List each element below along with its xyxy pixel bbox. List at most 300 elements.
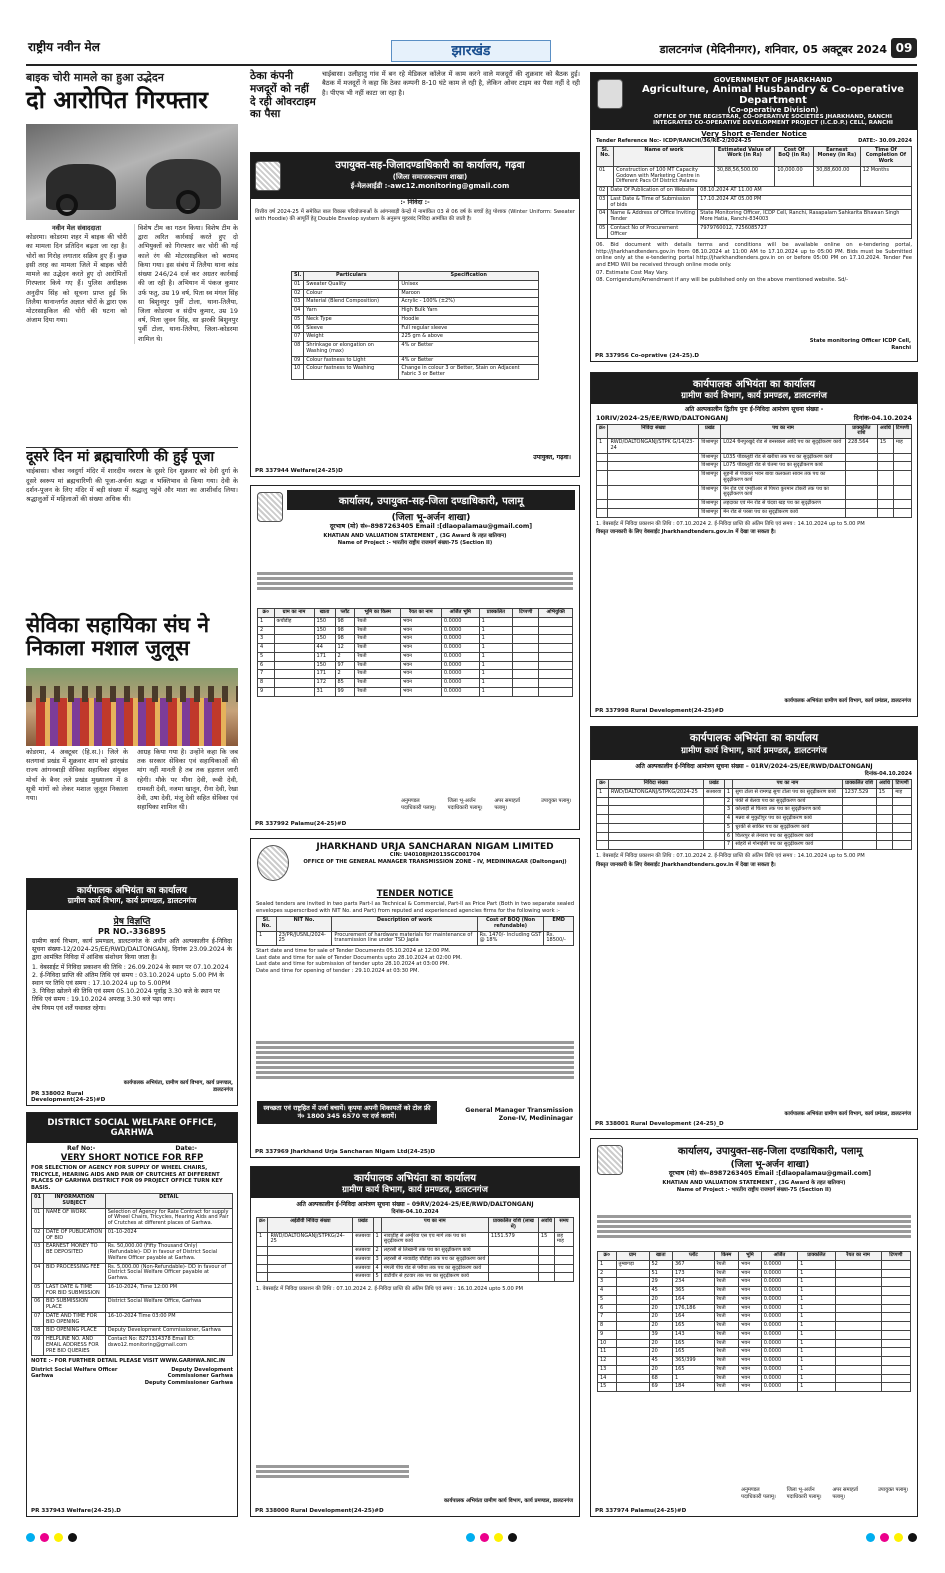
table-cell: विश्रामपुर bbox=[699, 471, 721, 486]
table-cell: कचौडीह bbox=[274, 617, 314, 626]
table-cell: EARNEST MONEY TO BE DEPOSITED bbox=[43, 1243, 105, 1263]
col-header: Cost Of BoQ (in Rs) bbox=[775, 146, 814, 166]
table-cell bbox=[608, 815, 703, 824]
ad-garhwa-uniform bbox=[250, 152, 580, 477]
table-cell bbox=[608, 462, 699, 471]
table-cell: सतबरवा bbox=[353, 1247, 373, 1256]
table-cell: 7 bbox=[724, 841, 732, 850]
col-header: 01 bbox=[32, 1194, 44, 1209]
ad-gov-estimate: 07. Estimate Cost May Vary. bbox=[596, 270, 669, 277]
table-cell bbox=[877, 462, 893, 471]
table-cell: 0.0000 bbox=[761, 1365, 797, 1374]
cyan-mark-icon bbox=[26, 1533, 35, 1542]
table-row bbox=[597, 788, 912, 797]
table-cell bbox=[268, 1247, 353, 1256]
jusnl-logo-icon bbox=[257, 845, 289, 881]
table-cell: District Social Welfare Office, Garhwa bbox=[105, 1298, 232, 1313]
table-row bbox=[597, 823, 912, 832]
ad-gov-project: INTEGRATED CO-OPERATIVE DEVELOPMENT PROJECT (I.C.D.P.) CELL, RANCHI bbox=[653, 120, 893, 126]
table-cell bbox=[597, 508, 608, 517]
table-row bbox=[598, 1339, 911, 1348]
table-cell bbox=[616, 1295, 649, 1304]
table-cell: रैयती bbox=[714, 1339, 738, 1348]
magenta-mark-icon bbox=[40, 1533, 49, 1542]
table-cell: 1 bbox=[798, 1365, 836, 1374]
ad-rwd3-date: दिनांक-04.10.2024 bbox=[391, 1208, 439, 1215]
table-cell: 0.0000 bbox=[761, 1357, 797, 1366]
table-row bbox=[598, 1374, 911, 1383]
ad-jusnl-terms-lines bbox=[256, 1039, 574, 1081]
table-cell: 97 bbox=[335, 661, 355, 670]
table-cell: रैयती bbox=[714, 1322, 738, 1331]
ad-palamu2-signatures bbox=[741, 1487, 913, 1500]
ad-garhwa-signature: उपायुक्त, गढ़वा। bbox=[533, 453, 571, 461]
table-cell: 1237.529 bbox=[842, 788, 876, 797]
table-cell: 365 bbox=[672, 1287, 714, 1296]
table-cell bbox=[274, 635, 314, 644]
table-cell bbox=[835, 1339, 881, 1348]
table-row bbox=[597, 195, 912, 210]
yellow-mark-icon bbox=[894, 1533, 903, 1542]
table-cell bbox=[597, 823, 609, 832]
table-cell bbox=[539, 679, 573, 688]
table-cell: Sweater Quality bbox=[304, 280, 399, 289]
sign-sdo: अनुमण्डल पदाधिकारी पलामू। bbox=[401, 798, 436, 811]
table-cell: 15 bbox=[598, 1383, 617, 1392]
table-cell: 0.0000 bbox=[761, 1330, 797, 1339]
table-row bbox=[32, 1336, 233, 1356]
ad-palamu2-contact: दूरभाष (मो) सं०-8987263405 Email :[dlaopalamau@gmail.com] bbox=[668, 1170, 872, 1177]
table-cell bbox=[608, 806, 703, 815]
col-header: क्र० bbox=[597, 780, 609, 789]
ad-gov-line1: GOVERNMENT OF JHARKHAND bbox=[713, 76, 833, 84]
table-row bbox=[598, 1260, 911, 1269]
table-cell: 165 bbox=[672, 1339, 714, 1348]
table-cell: Maroon bbox=[399, 289, 539, 298]
ad-rwd4-pr: PR 338001 Rural Development (24-25)_D bbox=[595, 1121, 724, 1127]
table-cell: 234 bbox=[672, 1278, 714, 1287]
sign-adc: अपर समाहर्ता पलामू। bbox=[832, 1487, 859, 1500]
table-cell: 176,186 bbox=[672, 1304, 714, 1313]
table-cell: रैयती bbox=[355, 687, 400, 696]
table-cell: High Bulk Yarn bbox=[399, 307, 539, 316]
ad-dswo-intro: FOR SELECTION OF AGENCY FOR SUPPLY OF WHEEL CHAIRS, TRICYCLE, HEARING AIDS AND PAIR OF CRUTCHES AT DIFFERENT PLACES OF GARHWA DISTRICT FOR 09 PROJECT OFFICE TURN KEY BASIS. bbox=[31, 1165, 223, 1191]
table-cell: 1 bbox=[479, 670, 513, 679]
table-cell bbox=[513, 670, 539, 679]
table-row bbox=[292, 315, 539, 324]
table-row bbox=[292, 324, 539, 333]
table-cell: रैयती bbox=[714, 1330, 738, 1339]
ad-palamu1-table bbox=[257, 608, 573, 697]
table-cell: 44 bbox=[314, 644, 335, 653]
table-cell: 08 bbox=[32, 1327, 44, 1336]
ad-rwd3-title: कार्यपालक अभियंता का कार्यालय bbox=[353, 1173, 477, 1184]
table-cell bbox=[539, 670, 573, 679]
table-cell: 1 bbox=[798, 1330, 836, 1339]
table-cell: 03 bbox=[292, 298, 304, 307]
ad-rwd4-footer: 1. वेबसाईट में निविदा प्रकाशन की तिथि : 07.10.2024 2. ई-निविदा प्राप्ति की अंतिम तिथि एवं समय : 14.10.2024 up to 5.00 PM bbox=[596, 853, 865, 859]
table-cell: भवन bbox=[400, 679, 441, 688]
col-header: ग्राम का नाम bbox=[274, 609, 314, 618]
table-row bbox=[32, 1298, 233, 1313]
table-cell bbox=[881, 1269, 910, 1278]
col-header: रैयत का नाम bbox=[400, 609, 441, 618]
table-cell: नावाडीह से अमरिया एस एच मार्ग तक पथ का सुदृढ़ीकरण कार्य bbox=[381, 1232, 488, 1247]
table-cell: रैयती bbox=[714, 1374, 738, 1383]
table-cell: 1 bbox=[798, 1287, 836, 1296]
table-cell bbox=[893, 832, 912, 841]
table-cell bbox=[877, 485, 893, 500]
table-cell bbox=[842, 806, 876, 815]
table-cell: 12 bbox=[598, 1357, 617, 1366]
table-cell bbox=[616, 1313, 649, 1322]
table-cell: Unisex bbox=[399, 280, 539, 289]
table-cell bbox=[893, 462, 911, 471]
table-cell bbox=[845, 500, 877, 509]
sign-dswo: District Social Welfare Officer Garhwa bbox=[31, 1366, 118, 1380]
ad-dswo-footnote: NOTE :- FOR FURTHER DETAIL PLEASE VISIT WWW.GARHWA.NIC.IN bbox=[31, 1358, 226, 1365]
col-header: भूमि का किस्म bbox=[355, 609, 400, 618]
table-cell: 1 bbox=[257, 931, 277, 946]
ad-dswo-heading: VERY SHORT NOTICE FOR RFP bbox=[60, 1153, 204, 1164]
ad-rwd2-pr: PR 337998 Rural Development(24-25)#D bbox=[595, 708, 724, 714]
table-cell bbox=[538, 1264, 554, 1273]
story1-byline: नवीन मेल संवाददाता bbox=[52, 224, 101, 232]
table-cell: 0.0000 bbox=[761, 1374, 797, 1383]
table-cell: 0.0000 bbox=[441, 661, 479, 670]
table-cell bbox=[616, 1287, 649, 1296]
table-cell: 143 bbox=[672, 1330, 714, 1339]
table-cell: 6 bbox=[258, 661, 275, 670]
table-cell: 15 bbox=[877, 439, 893, 454]
table-row bbox=[597, 806, 912, 815]
ad-rwd4-header bbox=[591, 727, 917, 760]
table-cell bbox=[274, 652, 314, 661]
table-row bbox=[258, 617, 573, 626]
table-cell: 98 bbox=[335, 626, 355, 635]
table-cell: 225 gm & above bbox=[399, 333, 539, 342]
table-cell: भवन bbox=[738, 1374, 761, 1383]
table-row bbox=[597, 485, 912, 500]
table-cell bbox=[608, 823, 703, 832]
table-cell bbox=[877, 471, 893, 486]
table-cell bbox=[881, 1304, 910, 1313]
table-cell: Contact No of Procurement Officer bbox=[608, 224, 698, 239]
table-cell: 98 bbox=[335, 635, 355, 644]
table-row bbox=[292, 365, 539, 380]
list-item: Date and time for opening of tender : 29.10.2024 at 03:30 PM. bbox=[256, 967, 420, 974]
table-cell bbox=[876, 841, 893, 850]
table-cell bbox=[881, 1322, 910, 1331]
table-row bbox=[598, 1348, 911, 1357]
table-cell: 1 bbox=[479, 644, 513, 653]
ad-jusnl-sign: General Manager Transmission Zone-IV, Medininagar bbox=[465, 1107, 573, 1123]
ad-rwd3-footer: 1. वेबसाईट में निविदा प्रकाशन की तिथि : 07.10.2024 2. ई-निविदा प्राप्ति की अंतिम तिथि एवं समय : 16.10.2024 upto 5.00 PM bbox=[256, 1286, 524, 1292]
table-cell bbox=[877, 453, 893, 462]
table-cell: भवन bbox=[400, 652, 441, 661]
table-cell bbox=[876, 832, 893, 841]
table-cell: भवन bbox=[400, 635, 441, 644]
col-header: Estimated Value of Work (in Rs) bbox=[714, 146, 774, 166]
ad-palamu1-title: कार्यालय, उपायुक्त-सह-जिला दण्डाधिकारी, पलामू bbox=[287, 490, 575, 510]
ad-rwd4-notice: अति अल्पकालीन ई-निविदा आमंत्रण सूचना संख्या – 01RV/2024-25/EE/RWD/DALTONGANJ bbox=[635, 763, 873, 770]
ad-garhwa-spec-table bbox=[291, 271, 539, 380]
table-cell: 07 bbox=[32, 1312, 44, 1327]
table-cell: 1 bbox=[798, 1278, 836, 1287]
col-header: प्लॉट bbox=[672, 1252, 714, 1261]
story3-text: कोडरमा, 4 अक्टूबर (हि.स.)। जिले के सतगावां प्रखंड में शुक्रवार शाम को झारखंड राज्य आंगनबाड़ी सेविका सहायिका संयुक्त मोर्चा के बैनर तले प्रखंड मुख्यालय में 8 सूत्री मांगों को लेकर मशाल जुलूस निकाला गया। bbox=[26, 748, 128, 803]
table-cell bbox=[616, 1374, 649, 1383]
table-cell bbox=[608, 832, 703, 841]
table-cell: 1 bbox=[798, 1313, 836, 1322]
table-cell: माह bbox=[893, 439, 911, 454]
table-cell bbox=[835, 1278, 881, 1287]
table-cell bbox=[488, 1273, 538, 1282]
table-cell: Full regular sleeve bbox=[399, 324, 539, 333]
story1-photo bbox=[26, 124, 238, 220]
table-cell: सुहनी से पंचायत भवन बाया कलकला सावन तक पथ का सुदृढ़ीकरण कार्य bbox=[721, 471, 846, 486]
table-cell: भवन bbox=[738, 1269, 761, 1278]
table-cell: Procurement of hardware materials for maintenance of transmission line under TSD Japla bbox=[332, 931, 477, 946]
col-header: अवधि bbox=[538, 1218, 554, 1233]
table-cell: 173 bbox=[672, 1269, 714, 1278]
ad-rwd4-table bbox=[591, 777, 917, 852]
table-row bbox=[32, 1263, 233, 1283]
table-cell: Sleeve bbox=[304, 324, 399, 333]
table-cell: 6 bbox=[598, 1304, 617, 1313]
table-cell: 5 bbox=[598, 1295, 617, 1304]
ad-palamu-land-2 bbox=[590, 1138, 918, 1517]
ad-palamu2-title: कार्यालय, उपायुक्त-सह-जिला दण्डाधिकारी, पलामू bbox=[677, 1146, 863, 1157]
table-row bbox=[597, 815, 912, 824]
table-cell bbox=[268, 1264, 353, 1273]
table-cell bbox=[554, 1255, 573, 1264]
table-cell: विश्रामपुर bbox=[699, 439, 721, 454]
table-cell: 05 bbox=[597, 224, 608, 239]
magenta-mark-icon bbox=[480, 1533, 489, 1542]
state-emblem-icon bbox=[257, 492, 283, 522]
table-cell bbox=[539, 687, 573, 696]
col-header: क्र० bbox=[597, 424, 608, 439]
table-cell bbox=[881, 1260, 910, 1269]
ad-jusnl-body: Sealed tenders are invited in two parts Part-I as Technical & Commercial, Part-II as Price Part (Both in two separate sealed envelopes superscribed with NIT No. and Part) from reputed and experienced agencies firms for the following work :- bbox=[256, 901, 574, 914]
table-row bbox=[597, 462, 912, 471]
table-cell: 68 bbox=[649, 1374, 672, 1383]
table-cell bbox=[539, 661, 573, 670]
table-cell bbox=[835, 1295, 881, 1304]
table-cell: L075 पीडब्लूडी रोड से चेतमा पथ का सुदृढ़ीकरण कार्य bbox=[721, 462, 846, 471]
table-cell bbox=[513, 644, 539, 653]
table-cell: 2 bbox=[335, 670, 355, 679]
ad-dswo-date: Date:- bbox=[175, 1145, 197, 1152]
col-header: प्राक्कलित राशि bbox=[842, 780, 876, 789]
table-cell: 04 bbox=[32, 1263, 44, 1283]
table-cell: 7979760012, 7256085727 bbox=[698, 224, 912, 239]
table-cell: 10,000.00 bbox=[775, 166, 814, 186]
ad-palamu1-intro-lines bbox=[257, 570, 573, 592]
table-cell: 4 bbox=[724, 815, 732, 824]
sign-sdo: अनुमण्डल पदाधिकारी पलामू। bbox=[741, 1487, 776, 1500]
table-cell bbox=[835, 1260, 881, 1269]
ad-gov-corrigendum: 08. Corrigendum/Amendment if any will be published only on the above mentioned website. Sd/- bbox=[596, 276, 849, 283]
table-cell: 15 bbox=[876, 788, 893, 797]
table-cell bbox=[842, 797, 876, 806]
table-cell bbox=[835, 1357, 881, 1366]
ad-rwd3-sign: कार्यपालक अभियंता ग्रामीण कार्य विभाग, कार्य प्रमण्डल, डालटनगंज bbox=[444, 1497, 573, 1504]
ad-rwd4-sub: ग्रामीण कार्य विभाग, कार्य प्रमण्डल, डालटनगंज bbox=[681, 746, 827, 756]
table-cell: 367 bbox=[672, 1260, 714, 1269]
table-cell bbox=[268, 1273, 353, 1282]
sign-lao: जिला भू-अर्जन पदाधिकारी पलामू। bbox=[447, 798, 483, 811]
table-cell bbox=[842, 815, 876, 824]
table-cell: 08.10.2024 AT 11.00 AM bbox=[698, 187, 912, 196]
table-row bbox=[258, 670, 573, 679]
table-row bbox=[597, 166, 912, 186]
ad-rwd3-sub: ग्रामीण कार्य विभाग, कार्य प्रमण्डल, डालटनगंज bbox=[342, 1185, 488, 1195]
table-cell bbox=[881, 1313, 910, 1322]
table-cell: Deputy Development Commissioner, Garhwa bbox=[105, 1327, 232, 1336]
table-cell: 69 bbox=[649, 1383, 672, 1392]
table-cell: 1 bbox=[798, 1383, 836, 1392]
col-header: खाता bbox=[649, 1252, 672, 1261]
ad-rwd4-site: विस्तृत जानकारी के लिए वेबसाईट Jharkhandtenders.gov.in में देखा जा सकता है। bbox=[596, 861, 776, 868]
ad-rwd1-prno: PR NO.-336895 bbox=[98, 927, 166, 936]
table-cell bbox=[597, 841, 609, 850]
table-row bbox=[598, 1313, 911, 1322]
table-cell: Construction of 100 MT Capacity Godown with Marketing Centre in Different Pacs Of District Palamu bbox=[614, 166, 715, 186]
table-cell: 7 bbox=[258, 670, 275, 679]
table-cell: रैयती bbox=[355, 617, 400, 626]
table-cell: भवन bbox=[738, 1365, 761, 1374]
ad-rwd1-sign: कार्यपालक अभियंता, ग्रामीण कार्य विभाग, कार्य प्रमण्डल, डालटनगंज bbox=[123, 1080, 233, 1093]
table-cell: मंगली पीच रोड से परीया तक पथ का सुदृढ़ीकरण कार्य bbox=[381, 1264, 488, 1273]
ad-rwd2-header bbox=[591, 373, 917, 404]
table-row bbox=[598, 1304, 911, 1313]
col-header: भूमि bbox=[738, 1252, 761, 1261]
table-cell: सतबरवा bbox=[703, 788, 724, 797]
table-cell: रैयती bbox=[355, 661, 400, 670]
ad-palamu1-signatures bbox=[401, 798, 576, 811]
table-cell: सतबरवा bbox=[353, 1264, 373, 1273]
table-cell: 1 bbox=[479, 626, 513, 635]
col-header: Specification bbox=[399, 272, 539, 281]
table-cell: 1 bbox=[798, 1339, 836, 1348]
table-cell: 06 bbox=[32, 1298, 44, 1313]
table-cell bbox=[257, 1247, 268, 1256]
table-row bbox=[292, 333, 539, 342]
col-header: टिप्पणी bbox=[513, 609, 539, 618]
ad-gov-tender: Tender Reference No:- ICDP/RANCHI/36/RE-2/2024-25 bbox=[596, 138, 752, 144]
table-cell: रैयती bbox=[714, 1348, 738, 1357]
ad-jusnl-header bbox=[251, 839, 579, 889]
list-item: 1. वेबसाईट में निविदा प्रकाशन की तिथि : 26.09.2024 के स्थान पर 07.10.2024 bbox=[32, 964, 229, 972]
table-cell bbox=[893, 841, 912, 850]
table-cell: 1 bbox=[479, 617, 513, 626]
table-cell: 20 bbox=[649, 1295, 672, 1304]
story4-headline: ठेका कंपनी मजदूरों को नहीं दे रही ओवरटाइम का पैसा bbox=[250, 70, 316, 121]
table-cell: Colour fastness to Washing bbox=[304, 365, 399, 380]
ad-jusnl-office: OFFICE OF THE GENERAL MANAGER TRANSMISSION ZONE - IV, MEDININAGAR (Daltonganj) bbox=[303, 858, 567, 865]
table-cell bbox=[842, 841, 876, 850]
ad-gov-title: Agriculture, Animal Husbandry & Co-operative Department bbox=[641, 84, 905, 106]
table-cell: 3 bbox=[724, 806, 732, 815]
table-cell: 5 bbox=[724, 823, 732, 832]
table-cell: भवन bbox=[738, 1313, 761, 1322]
magenta-mark-icon bbox=[880, 1533, 889, 1542]
table-cell: 165 bbox=[672, 1365, 714, 1374]
table-cell: रैयती bbox=[355, 626, 400, 635]
ad-rwd2-sub: ग्रामीण कार्य विभाग, कार्य प्रमण्डल, डालटनगंज bbox=[681, 391, 827, 401]
table-cell: 45 bbox=[649, 1357, 672, 1366]
ad-rwd2-table bbox=[591, 422, 917, 520]
table-cell bbox=[268, 1255, 353, 1264]
table-row bbox=[597, 210, 912, 225]
story2-body: चाईबासा। चौका नवदुर्गा मंदिर में शारदीय नवरात्र के दूसरे दिन शुक्रवार को देवी दुर्गा के दूसरे स्वरूप मां ब्रह्मचारिणी की पूजा-अर्चना श्रद्धा व भक्तिभाव से किया गया। देवी के दर्शन-पूजन के लिए मंदिर में बड़ी संख्या में श्रद्धालु पहुंचे और माता का आशीर्वाद लिया। श्रद्धालुओं में महिलाओं की संख्या अधिक थी। bbox=[26, 467, 238, 504]
sign-adc: अपर समाहर्ता पलामू। bbox=[494, 798, 521, 811]
table-cell: 0.0000 bbox=[441, 687, 479, 696]
black-mark-icon bbox=[908, 1533, 917, 1542]
ad-rwd1-pr: PR 338002 Rural Development(24-25)#D bbox=[31, 1091, 106, 1103]
table-cell: 01 bbox=[32, 1208, 44, 1228]
table-cell: Colour bbox=[304, 289, 399, 298]
table-cell: 0.0000 bbox=[761, 1348, 797, 1357]
table-cell: 0.0000 bbox=[441, 644, 479, 653]
table-cell bbox=[597, 462, 608, 471]
table-cell bbox=[257, 1273, 268, 1282]
table-cell: 6 bbox=[724, 832, 732, 841]
table-cell: 16-10-2024 Time 03:00 PM bbox=[105, 1312, 232, 1327]
table-cell bbox=[513, 626, 539, 635]
table-row bbox=[598, 1330, 911, 1339]
ad-palamu2-pr: PR 337974 Palamu(24-25)#D bbox=[595, 1508, 687, 1514]
ad-palamu1-project: Name of Project :- भारतीय राष्ट्रीय राजमार्ग संख्या-75 (Section II) bbox=[337, 539, 493, 546]
table-cell bbox=[616, 1365, 649, 1374]
table-cell bbox=[703, 832, 724, 841]
col-header: रैयत का नाम bbox=[835, 1252, 881, 1261]
table-cell: L035 पीडब्लूडी रोड से खरीया तक पथ का सुदृढ़ीकरण कार्य bbox=[721, 453, 846, 462]
ad-rwd1-title: कार्यपालक अभियंता का कार्यालय bbox=[77, 886, 187, 896]
table-cell bbox=[845, 485, 877, 500]
table-cell: 164 bbox=[672, 1295, 714, 1304]
col-header bbox=[724, 780, 732, 789]
ad-rwd2-sign: कार्यपालक अभियंता ग्रामीण कार्य विभाग, कार्य प्रमंडल, डालटनगंज bbox=[784, 697, 911, 704]
table-cell bbox=[538, 1247, 554, 1256]
table-cell bbox=[616, 1383, 649, 1392]
list-item: 2. ई-निविदा प्राप्ति की अंतिम तिथि एवं समय : 03.10.2024 upto 5.00 PM के स्थान पर तिथि एवं समय : 17.10.2024 up to 5.00PM bbox=[32, 972, 224, 988]
table-cell: 1 bbox=[798, 1295, 836, 1304]
col-header: पथ का नाम bbox=[721, 424, 846, 439]
table-cell: 1151.579 bbox=[488, 1232, 538, 1247]
table-cell: भवन bbox=[400, 670, 441, 679]
ad-dswo-table bbox=[27, 1193, 237, 1356]
table-cell: 07 bbox=[292, 333, 304, 342]
table-cell: Last Date & Time of Submission of bids bbox=[608, 195, 698, 210]
table-cell: 5 bbox=[373, 1273, 381, 1282]
table-cell bbox=[274, 679, 314, 688]
table-row bbox=[292, 342, 539, 357]
table-row bbox=[32, 1208, 233, 1228]
table-cell: भवन bbox=[400, 644, 441, 653]
table-row bbox=[258, 626, 573, 635]
ad-gov-office: OFFICE OF THE REGISTRAR, CO-OPERATIVE SOCIETIES JHARKHAND, RANCHI bbox=[654, 114, 892, 120]
table-cell: 20 bbox=[649, 1304, 672, 1313]
table-cell: 8 bbox=[598, 1322, 617, 1331]
table-cell: Selection of Agency for Rate Contract for supply of Wheel Chairs, Tricycles, Hearing Aids and Pair of Crutches at different places of Garhwa. bbox=[105, 1208, 232, 1228]
table-row bbox=[597, 453, 912, 462]
ad-rwd3-table bbox=[251, 1215, 579, 1284]
story1-headline: दो आरोपित गिरफ्तार bbox=[26, 86, 208, 114]
table-row bbox=[32, 1312, 233, 1327]
